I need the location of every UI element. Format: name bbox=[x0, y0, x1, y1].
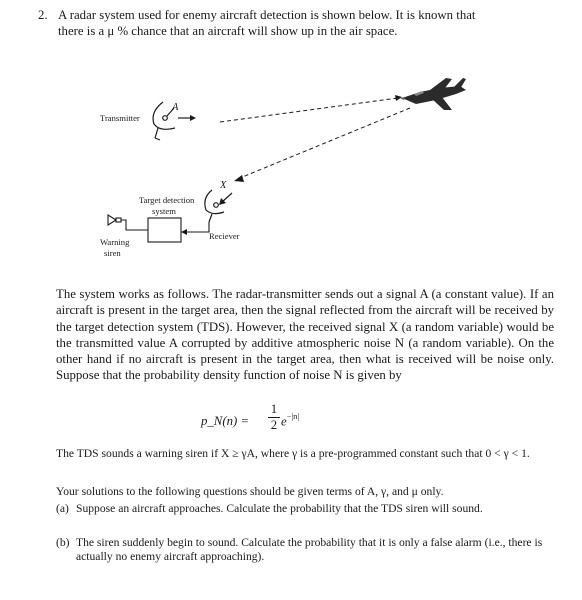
question-b bbox=[56, 536, 554, 564]
question-a bbox=[56, 502, 554, 516]
radar-diagram-svg bbox=[0, 72, 582, 272]
wire-arrowhead bbox=[181, 229, 187, 235]
formula-exponent: −|n| bbox=[286, 411, 300, 421]
siren-label-line-1: Warning bbox=[100, 237, 130, 247]
tds-box bbox=[148, 218, 181, 242]
intro-line-2: there is a μ % chance that an aircraft will show up in the air space. bbox=[58, 24, 398, 38]
radar-diagram bbox=[0, 72, 582, 272]
siren-label-line-2: siren bbox=[104, 248, 121, 258]
receiver-label: Reciever bbox=[209, 231, 240, 241]
siren-icon bbox=[108, 215, 121, 225]
formula-exponential bbox=[281, 412, 299, 429]
tds-rule: The TDS sounds a warning siren if X ≥ γA, where γ is a pre-programmed constant such that 0 < γ < 1. bbox=[56, 447, 530, 460]
instructions: Your solutions to the following questions should be given terms of A, γ, and μ only. bbox=[56, 485, 444, 498]
transmitter-label: Transmitter bbox=[100, 113, 140, 123]
formula-numerator: 1 bbox=[270, 402, 278, 416]
tds-label-line-2: system bbox=[152, 206, 176, 216]
receiver-antenna-icon bbox=[205, 190, 224, 222]
signal-arrowhead-return bbox=[234, 175, 244, 182]
tds-label-line-1: Target detection bbox=[139, 195, 195, 205]
formula-denominator: 2 bbox=[270, 418, 278, 432]
intro-line-1: A radar system used for enemy aircraft detection is shown below. It is known that bbox=[58, 8, 476, 22]
signal-path-return bbox=[240, 108, 410, 178]
noise-pdf-formula bbox=[0, 402, 582, 438]
transmitter-arrow-icon bbox=[178, 115, 196, 121]
system-description: The system works as follows. The radar-transmitter sends out a signal A (a constant value). If an aircraft is present in the target area, then the signal reflected from the aircraft will be received by the target detection system (TDS). However, the received signal X (a random variable) would be the transmitted value A corrupted by additive atmospheric noise N (a random variable). On the other hand if no aircraft is present in the target area, then what is received will be noise only. Suppose that the probability density function of noise N is given by bbox=[56, 287, 554, 383]
formula-lhs: p_N(n) = bbox=[201, 414, 250, 428]
receiver-arrow-icon bbox=[219, 193, 232, 205]
formula-fraction bbox=[268, 402, 280, 432]
signal-path-outgoing bbox=[220, 98, 398, 122]
fighter-jet-icon bbox=[400, 78, 466, 110]
tds-to-siren-wire bbox=[121, 220, 148, 230]
problem-intro bbox=[38, 7, 570, 39]
question-b-text: The siren suddenly begin to sound. Calculate the probability that it is only a false alarm (i.e., there is actually no enemy aircraft approaching). bbox=[76, 536, 543, 563]
question-a-text: Suppose an aircraft approaches. Calculate the probability that the TDS siren will sound. bbox=[76, 502, 483, 515]
formula-base: e bbox=[281, 414, 287, 429]
transmitter-letter: A bbox=[172, 102, 179, 113]
question-b-label: (b) bbox=[56, 536, 70, 549]
question-a-label: (a) bbox=[56, 502, 69, 515]
problem-number: 2. bbox=[38, 8, 48, 22]
receiver-letter: X bbox=[220, 180, 227, 191]
